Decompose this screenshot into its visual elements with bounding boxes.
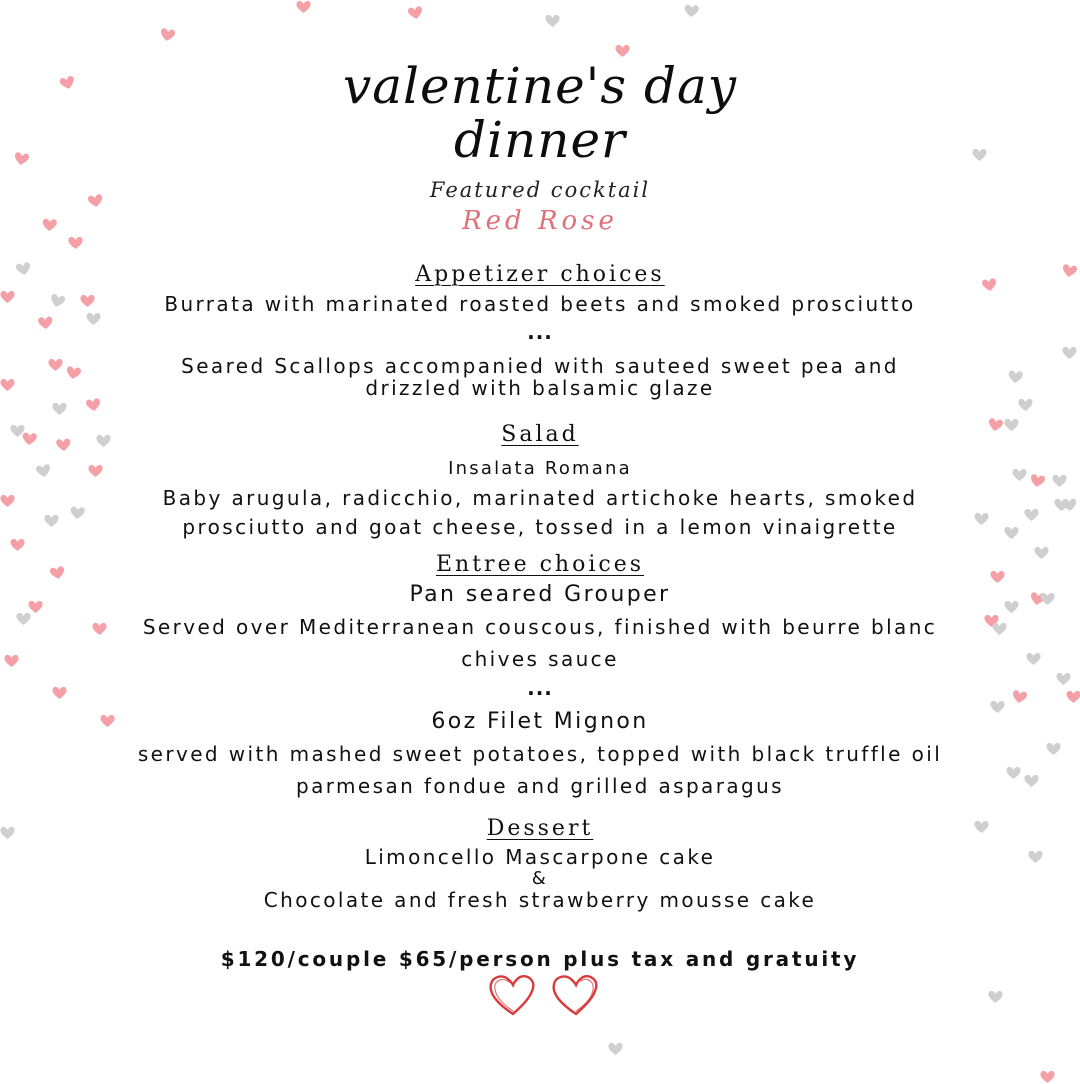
appetizer-separator: ... <box>527 320 553 344</box>
featured-cocktail-name: Red Rose <box>462 206 618 236</box>
dessert-item-2: Chocolate and fresh strawberry mousse cake <box>263 888 817 912</box>
outline-heart-icon <box>554 976 597 1014</box>
appetizer-heading: Appetizer choices <box>415 262 665 287</box>
entree-item-1-line1: Served over Mediterranean couscous, finished with beurre blanc <box>142 615 938 639</box>
salad-heading: Salad <box>501 422 579 447</box>
dessert-heading: Dessert <box>486 816 594 841</box>
entree-item-1-line2: chives sauce <box>461 647 619 671</box>
dessert-item-1: Limoncello Mascarpone cake <box>364 845 716 869</box>
price-line: $120/couple $65/person plus tax and gratuity <box>220 947 860 971</box>
entree-separator: ... <box>527 676 553 700</box>
title-line1: valentine's day <box>342 57 738 115</box>
outline-heart-icon <box>491 976 534 1014</box>
salad-desc-line2: prosciutto and goat cheese, tossed in a lemon vinaigrette <box>182 515 898 539</box>
appetizer-item-2-line1: Seared Scallops accompanied with sauteed sweet pea and <box>181 354 899 378</box>
salad-name: Insalata Romana <box>448 458 632 479</box>
entree-heading: Entree choices <box>435 552 645 577</box>
entree-item-2-line1: served with mashed sweet potatoes, topped with black truffle oil <box>137 742 943 766</box>
outline-hearts-decoration <box>485 970 605 1020</box>
entree-item-2-line2: parmesan fondue and grilled asparagus <box>296 774 784 798</box>
appetizer-item-1: Burrata with marinated roasted beets and smoked prosciutto <box>164 292 916 316</box>
featured-cocktail-label: Featured cocktail <box>429 178 651 202</box>
dessert-ampersand: & <box>531 868 549 889</box>
entree-item-1-name: Pan seared Grouper <box>409 582 671 607</box>
salad-desc-line1: Baby arugula, radicchio, marinated artichoke hearts, smoked <box>162 486 918 510</box>
title-line2: dinner <box>454 111 626 169</box>
entree-item-2-name: 6oz Filet Mignon <box>431 709 649 734</box>
appetizer-item-2-line2: drizzled with balsamic glaze <box>365 376 715 400</box>
